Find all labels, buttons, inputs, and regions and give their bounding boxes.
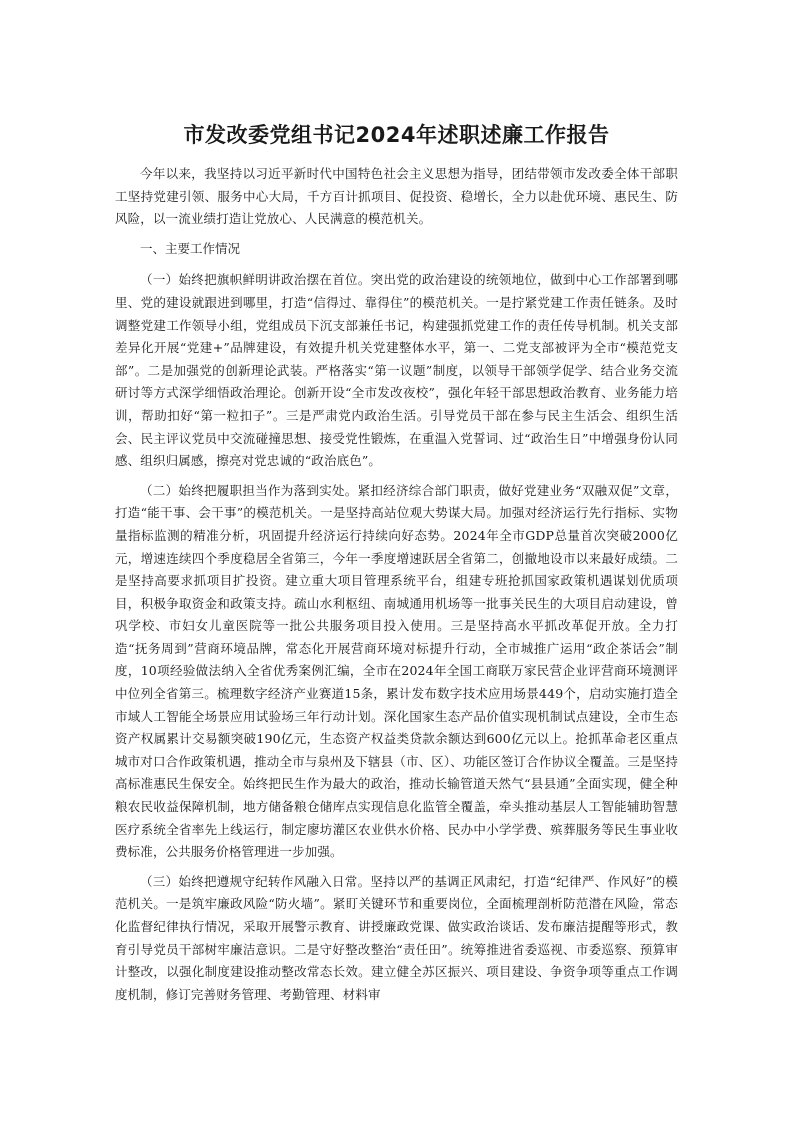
intro-paragraph: 今年以来，我坚持以习近平新时代中国特色社会主义思想为指导，团结带领市发改委全体干部职工坚持党建引领、服务中心大局，千方百计抓项目、促投资、稳增长，全力以赴优环境、惠民生、防风险，以一流业绩打造让党放心、人民满意的模范机关。 bbox=[115, 166, 678, 227]
section-heading: 一、主要工作情况 bbox=[140, 240, 241, 256]
document-body bbox=[115, 163, 678, 1013]
paragraph-political-construction: （一）始终把旗帜鲜明讲政治摆在首位。突出党的政治建设的统领地位，做到中心工作部署到哪里、党的建设就跟进到哪里，打造“信得过、靠得住”的模范机关。一是拧紧党建工作责任链条。及时调整党建工作领导小组，党组成员下沉支部兼任书记，构建强抓党建工作的责任传导机制。机关支部差异化开展“党建+”品牌建设，有效提升机关党建整体水平，第一、二党支部被评为全市“模范党支部”。二是加强党的创新理论武装。严格落实“第一议题”制度，以领导干部领学促学、结合业务交流研讨等方式深学细悟政治理论。创新开设“全市发改夜校”，强化年轻干部思想政治教育、业务能力培训，帮助扣好“第一粒扣子”。三是严肃党内政治生活。引导党员干部在参与民主生活会、组织生活会、民主评议党员中交流碰撞思想、接受党性锻炼，在重温入党誓词、过“政治生日”中增强身份认同感、组织归属感，擦亮对党忠诚的“政治底色”。 bbox=[115, 272, 678, 469]
paragraph-duty-performance: （二）始终把履职担当作为落到实处。紧扣经济综合部门职责，做好党建业务“双融双促”文章，打造“能干事、会干事”的模范机关。一是坚持高站位观大势谋大局。加强对经济运行先行指标、实物量指标监测的精准分析，巩固提升经济运行持续向好态势。2024年全市GDP总量首次突破2000亿元，增速连续四个季度稳居全省第三，今年一季度增速跃居全省第二，创撤地设市以来最好成绩。二是坚持高要求抓项目扩投资。建立重大项目管理系统平台，组建专班抢抓国家政策机遇谋划优质项目，积极争取资金和政策支持。疏山水利枢纽、南城通用机场等一批事关民生的大项目启动建设，曾巩学校、市妇女儿童医院等一批公共服务项目投入使用。三是坚持高水平抓改革促开放。全力打造“抚务周到”营商环境品牌，常态化开展营商环境对标提升行动，全市城推广运用“政企茶话会”制度，10项经验做法纳入全省优秀案例汇编，全市在2024年全国工商联万家民营企业评营商环境测评中位列全省第三。梳理数字经济产业赛道15条，累计发布数字技术应用场景449个，启动实施打造全市域人工智能全场景应用试验场三年行动计划。深化国家生态产品价值实现机制试点建设，全市生态资产权属累计交易额突破190亿元，生态资产权益类贷款余额达到600亿元以上。抢抓革命老区重点城市对口合作政策机遇，推动全市与泉州及下辖县（市、区）、功能区签订合作协议全覆盖。三是坚持高标准惠民生保安全。始终把民生作为最大的政治，推动长输管道天然气“县县通”全面实现，健全种粮农民收益保障机制，地方储备粮仓储库点实现信息化监管全覆盖，牵头推动基层人工智能辅助智慧医疗系统全省率先上线运行，制定廖坊灌区农业供水价格、民办中小学学费、殡葬服务等民生事业收费标准，公共服务价格管理进一步加强。 bbox=[115, 482, 679, 860]
document-title: 市发改委党组书记2024年述职述廉工作报告 bbox=[183, 123, 610, 147]
paragraph-discipline-style: （三）始终把遵规守纪转作风融入日常。坚持以严的基调正风肃纪，打造“纪律严、作风好”的模范机关。一是筑牢廉政风险“防火墙”。紧盯关键环节和重要岗位，全面梳理剖析防范潜在风险，常态化监督纪律执行情况，采取开展警示教育、讲授廉政党课、做实政治谈话、发布廉洁提醒等形式，教育引导党员干部树牢廉洁意识。二是守好整改整治“责任田”。统筹推进省委巡视、市委巡察、预算审计整改，以强化制度建设推动整改常态长效。建立健全苏区振兴、项目建设、争资争项等重点工作调度机制，修订完善财务管理、考勤管理、材料审 bbox=[115, 873, 678, 1002]
